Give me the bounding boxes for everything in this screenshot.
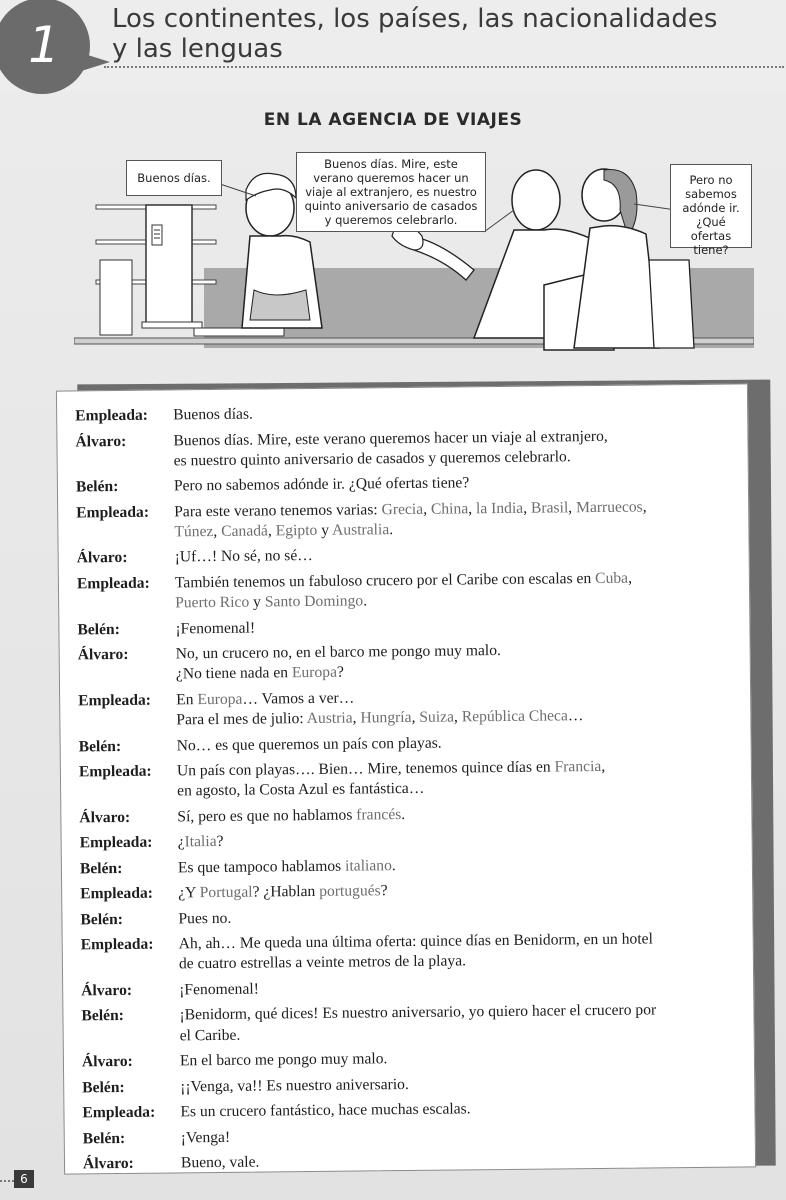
text-segment: ¡Uf…! No sé, no sé…	[174, 547, 313, 566]
speaker-label: Empleada:	[80, 935, 154, 954]
scene-title: EN LA AGENCIA DE VIAJES	[263, 110, 523, 130]
speech-text-line	[179, 974, 739, 1000]
chapter-title-line1: Los continentes, los países, las nacionalidades	[112, 4, 718, 34]
text-segment: ¡Venga!	[180, 1128, 231, 1146]
dialogue-line	[64, 1045, 754, 1072]
text-segment: ,	[568, 498, 577, 516]
speech-text	[174, 496, 734, 542]
speech-text-line	[177, 801, 737, 827]
place-name: Puerto Rico	[175, 593, 250, 612]
speech-text-line	[178, 878, 738, 904]
speech-text	[175, 542, 735, 568]
speech-text-line	[178, 827, 738, 853]
speech-text-line	[180, 1046, 740, 1072]
place-name: Santo Domingo	[264, 592, 364, 611]
place-name: Brasil	[530, 498, 569, 517]
speaker-label: Álvaro:	[82, 1154, 134, 1173]
text-segment: No, un crucero no, en el barco me pongo muy malo.	[175, 642, 501, 663]
speech-text	[181, 1122, 741, 1148]
text-segment: ¡¡Venga, va!! Es nuestro aniversario.	[180, 1075, 409, 1095]
text-segment: Es que tampoco hablamos	[177, 857, 346, 877]
place-name: Europa	[291, 663, 338, 682]
speaker-label: Empleada:	[82, 1103, 156, 1122]
text-segment: Sí, pero es que no hablamos	[177, 806, 357, 826]
place-name: Túnez	[174, 522, 214, 541]
place-name: Austria	[306, 709, 353, 728]
speech-text-line	[180, 1097, 740, 1123]
speech-text-line	[178, 852, 738, 878]
place-name: Francia	[554, 757, 602, 776]
text-segment: También tenemos un fabuloso crucero por el Caribe con escalas en	[174, 569, 596, 592]
chapter-title-line2: y las lenguas	[112, 34, 283, 64]
speaker-label: Álvaro:	[77, 645, 129, 664]
speech-text	[178, 878, 738, 904]
place-name: Grecia	[381, 500, 424, 518]
dialogue-line	[63, 929, 753, 977]
text-segment: es nuestro quinto aniversario de casados y queremos celebrarlo.	[173, 447, 571, 470]
place-name: Australia	[331, 521, 390, 539]
text-segment: ,	[267, 522, 276, 540]
text-segment: .	[363, 592, 368, 610]
text-segment: Para este verano tenemos varias:	[174, 500, 382, 521]
speech-text-line	[173, 400, 733, 426]
text-segment: Un país con playas…. Bien… Mire, tenemos quince días en	[176, 758, 555, 780]
speaker-label: Empleada:	[78, 762, 152, 781]
speech-text	[177, 756, 737, 802]
speech-text-line	[177, 730, 737, 756]
speech-text	[178, 827, 738, 853]
text-segment: Ah, ah… Me queda una última oferta: quince días en Benidorm, en un hotel	[178, 930, 653, 953]
place-name: Suiza	[419, 708, 455, 726]
speech-text	[179, 974, 739, 1000]
text-segment: En	[176, 690, 198, 709]
text-segment: … Vamos a ver…	[242, 689, 355, 708]
text-segment: .	[401, 805, 406, 823]
place-name: Marruecos	[575, 498, 643, 516]
speech-text	[177, 801, 737, 827]
text-segment: Buenos días. Mire, este verano queremos hacer un viaje al extranjero,	[173, 427, 608, 449]
dialogue-line	[62, 827, 752, 854]
dialogue-line	[62, 878, 752, 905]
speaker-label: Belén:	[80, 910, 123, 929]
text-segment: En el barco me pongo muy malo.	[179, 1050, 388, 1070]
place-name: Cuba	[595, 569, 629, 587]
dialogue-line	[59, 542, 749, 569]
text-segment: Buenos días.	[173, 405, 253, 424]
text-segment: ¿No tiene nada en	[175, 664, 293, 683]
speech-text	[174, 471, 734, 497]
place-name: República Checa	[461, 707, 568, 726]
speech-text	[178, 852, 738, 878]
dialogue-line	[64, 1096, 754, 1123]
text-segment: ,	[213, 522, 222, 540]
speaker-label: Empleada:	[79, 833, 153, 852]
place-name: la India	[475, 499, 524, 517]
speaker-label: Belén:	[81, 1007, 125, 1025]
dialogue-line	[57, 399, 747, 426]
header-dotted-rule	[104, 66, 784, 68]
text-segment: ,	[411, 708, 420, 726]
speech-text-line	[175, 542, 735, 568]
text-segment: ?	[216, 833, 224, 851]
text-segment: ,	[453, 708, 462, 726]
text-segment: Es un crucero fantástico, hace muchas escalas.	[180, 1100, 471, 1121]
place-name: Hungría	[360, 708, 412, 727]
place-name: Egipto	[275, 521, 318, 540]
speech-text-line	[175, 613, 735, 639]
speaker-label: Empleada:	[76, 503, 150, 522]
chapter-number: 1	[28, 16, 60, 74]
text-segment: ?	[336, 663, 344, 681]
dialogue-line	[59, 613, 749, 640]
chapter-title	[112, 4, 772, 64]
footer-dotted-rule	[0, 1180, 14, 1182]
text-segment: ¿	[177, 833, 185, 851]
dialogue-line	[58, 496, 748, 544]
speaker-label: Álvaro:	[76, 549, 128, 567]
text-segment: de cuatro estrellas a veinte metros de la playa.	[178, 952, 467, 973]
place-name: Europa	[197, 690, 243, 708]
speaker-label: Álvaro:	[81, 981, 133, 1000]
dialogue-line	[61, 801, 751, 828]
text-segment: No… es que queremos un país con playas.	[176, 734, 442, 754]
place-name: Italia	[184, 833, 217, 851]
text-segment: Pero no sabemos adónde ir. ¿Qué ofertas tiene?	[173, 474, 470, 495]
speech-text-line	[178, 903, 738, 929]
text-segment: ¿Y	[178, 884, 200, 902]
speaker-label: Belén:	[75, 478, 119, 496]
dialogue-line	[58, 471, 748, 498]
speech-text	[177, 730, 737, 756]
text-segment: .	[389, 520, 394, 539]
speech-bubble-belen: Pero no sabemos adónde ir. ¿Qué ofertas tiene?	[670, 164, 752, 248]
text-segment: ,	[627, 569, 633, 587]
text-segment: ¡Benidorm, qué dices! Es nuestro aniversario, yo quiero hacer el crucero por	[179, 1001, 657, 1024]
place-name: francés	[356, 805, 402, 824]
text-segment: Para el mes de julio:	[176, 710, 307, 729]
text-segment: Pues no.	[178, 909, 232, 928]
speech-text	[175, 613, 735, 639]
text-segment: ,	[468, 499, 477, 518]
speech-text	[178, 903, 738, 929]
dialogue-line	[63, 974, 753, 1001]
text-segment: el Caribe.	[179, 1026, 241, 1044]
speaker-label: Álvaro:	[81, 1052, 133, 1071]
text-segment: ¡Fenomenal!	[175, 619, 256, 637]
dialogue-box	[56, 383, 756, 1174]
dialogue-line	[61, 755, 751, 803]
place-name: Portugal	[199, 883, 253, 902]
dialogue-line	[62, 852, 752, 879]
chapter-header	[0, 0, 786, 92]
speaker-label: Álvaro:	[75, 432, 127, 450]
place-name: italiano	[344, 856, 392, 875]
dialogue-line	[59, 567, 749, 615]
speech-text	[173, 425, 733, 471]
speech-text	[176, 639, 736, 685]
speech-text	[180, 1071, 740, 1097]
dialogue-line	[64, 1071, 754, 1098]
text-segment: ?	[380, 882, 388, 900]
place-name: portugués	[319, 882, 381, 901]
speaker-label: Belén:	[82, 1129, 126, 1147]
text-segment: ? ¿Hablan	[252, 883, 320, 901]
speech-text-line	[181, 1122, 741, 1148]
dialogue-line	[57, 425, 747, 473]
speaker-label: Belén:	[77, 620, 120, 639]
speaker-label: Álvaro:	[79, 808, 131, 827]
dialogue-line	[63, 1000, 753, 1048]
dialogue-line	[65, 1122, 755, 1149]
speaker-label: Empleada:	[75, 406, 149, 425]
speech-text	[176, 684, 736, 730]
speech-text	[179, 929, 739, 975]
speaker-label: Belén:	[82, 1078, 125, 1097]
text-segment: Bueno, vale.	[180, 1153, 260, 1172]
text-segment: ,	[642, 498, 647, 516]
text-segment: y	[317, 521, 333, 539]
page-number: 6	[14, 1170, 34, 1188]
text-segment: ,	[423, 500, 432, 518]
text-segment: ,	[523, 499, 532, 517]
speaker-label: Belén:	[79, 859, 123, 878]
text-segment: ,	[601, 757, 606, 775]
speech-text	[173, 400, 733, 426]
dialogue-line	[61, 730, 751, 757]
dialogue-line	[60, 684, 750, 732]
speech-text	[180, 1097, 740, 1123]
speech-bubble-alvaro: Buenos días. Mire, este verano queremos hacer un viaje al extranjero, es nuestro quinto aniversario de casados y queremos celebrarlo.	[296, 152, 486, 232]
place-name: Canadá	[221, 522, 269, 540]
speaker-label: Empleada:	[80, 884, 154, 903]
text-segment: y	[249, 593, 265, 611]
dialogue-line	[62, 903, 752, 930]
text-segment: ¡Fenomenal!	[179, 980, 259, 999]
speech-bubble-empleada: Buenos días.	[126, 160, 222, 196]
speech-text-line	[174, 471, 734, 497]
text-segment: …	[567, 707, 584, 725]
illustration	[74, 150, 754, 355]
text-segment: .	[391, 856, 396, 874]
speaker-label: Empleada:	[76, 574, 150, 593]
speech-text	[175, 567, 735, 613]
dialogue-line	[60, 638, 750, 686]
speaker-label: Belén:	[78, 737, 122, 755]
speech-text	[179, 1000, 739, 1046]
speaker-label: Empleada:	[78, 691, 152, 710]
speech-text-line	[180, 1071, 740, 1097]
text-segment: ,	[352, 709, 361, 727]
speech-text	[180, 1046, 740, 1072]
place-name: China	[430, 500, 469, 518]
text-segment: en agosto, la Costa Azul es fantástica…	[177, 779, 425, 800]
